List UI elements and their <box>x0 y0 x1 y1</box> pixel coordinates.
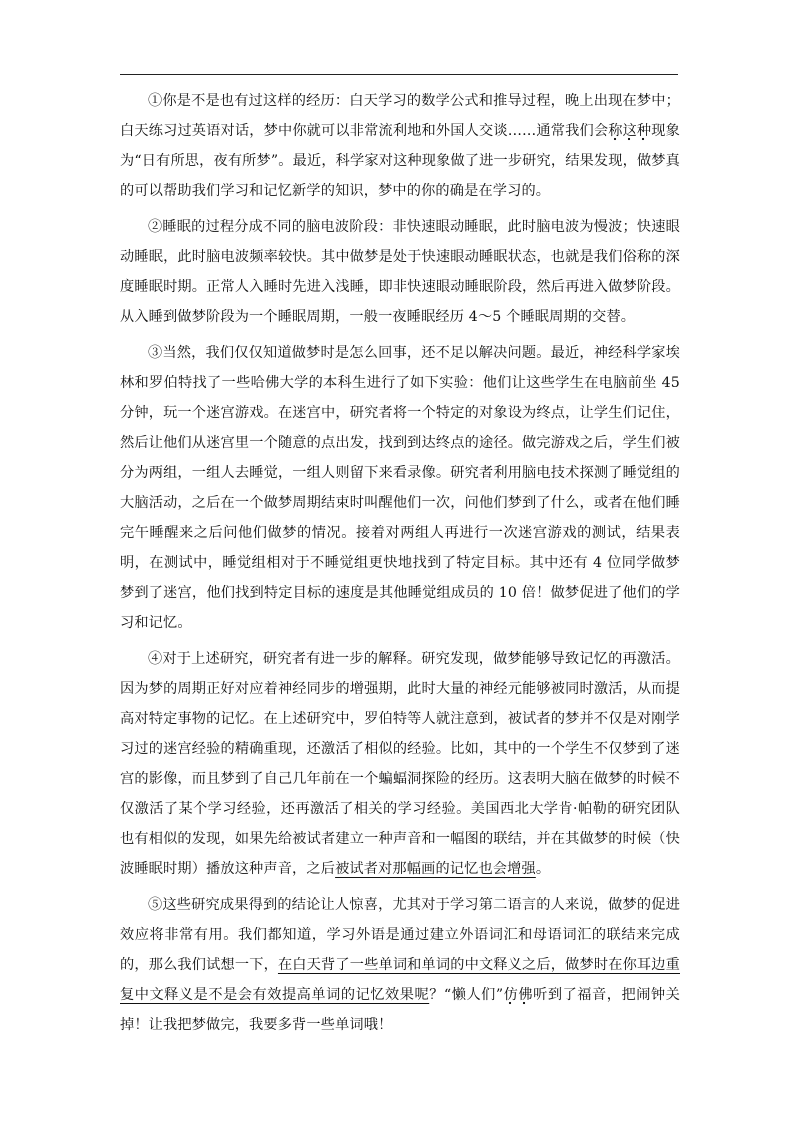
underlined-sentence: 被试者对那幅画的记忆也会增强 <box>335 861 536 877</box>
text-segment: ③当然，我们仅仅知道做梦时是怎么回事，还不足以解决问题。最近，神经科学家埃林和罗伯特找了一些哈佛大学的本科生进行了如下实验：他们让这些学生在电脑前坐 45 分钟，玩一个迷宫游戏。在迷宫中，研究者将一个特定的对象设为终点，让学生们记住，然后让他们从迷宫里一个随意的点出发，找到到达终点的途径。做完游戏之后，学生们被分为两组，一组人去睡觉，一组人则留下来看录像。研究者利用脑电技术探测了睡觉组的大脑活动，之后在一个做梦周期结束时叫醒他们一次，问他们梦到了什么，或者在他们睡完午睡醒来之后问他们做梦的情况。接着对两组人再进行一次迷宫游戏的测试，结果表明，在测试中，睡觉组相对于不睡觉组更快地找到了特定目标。其中还有 4 位同学做梦梦到了迷宫，他们找到特定目标的速度是其他睡觉组成员的 10 倍！做梦促进了他们的学习和记忆。 <box>120 345 680 631</box>
emphasis-dots-text: 称这种 <box>608 123 652 139</box>
underlined-sentence: 在白天背了一些单词和单词的中文释义之后，做梦时在你耳边重复中文释义是不是会有效提高单词的记忆效果呢 <box>120 957 680 1003</box>
text-segment: ①你是不是也有过这样的经历：白天学习的数学公式和推导过程，晚上出现在梦中；白天练习过英语对话，梦中你就可以非常流利地和外国人交谈……通常我们会 <box>120 93 680 139</box>
paragraph-1 <box>120 86 680 206</box>
paragraph-5 <box>120 890 680 1040</box>
text-segment: 。 <box>535 861 551 877</box>
text-segment: ？“懒人们” <box>429 987 504 1003</box>
text-segment: 现象为“日有所思，夜有所梦”。最近，科学家对这种现象做了进一步研究，结果发现，做梦真的可以帮助我们学习和记忆新学的知识，梦中的你的确是在学习的。 <box>120 123 680 199</box>
text-segment: ②睡眠的过程分成不同的脑电波阶段：非快速眼动睡眠，此时脑电波为慢波；快速眼动睡眠，此时脑电波频率较快。其中做梦是处于快速眼动睡眠状态，也就是我们俗称的深度睡眠时期。正常人入睡时先进入浅睡，即非快速眼动睡眠阶段，然后再进入做梦阶段。从入睡到做梦阶段为一个睡眠周期，一般一夜睡眠经历 4～5 个睡眠周期的交替。 <box>120 219 680 325</box>
emphasis-dots-text: 仿佛 <box>503 987 534 1003</box>
paragraph-2 <box>120 212 680 332</box>
paragraph-3 <box>120 338 680 638</box>
text-segment: ④对于上述研究，研究者有进一步的解释。研究发现，做梦能够导致记忆的再激活。因为梦的周期正好对应着神经同步的增强期，此时大量的神经元能够被同时激活，从而提高对特定事物的记忆。在上述研究中，罗伯特等人就注意到，被试者的梦并不仅是对刚学习过的迷宫经验的精确重现，还激活了相似的经验。比如，其中的一个学生不仅梦到了迷宫的影像，而且梦到了自己几年前在一个蝙蝠洞探险的经历。这表明大脑在做梦的时候不仅激活了某个学习经验，还再激活了相关的学习经验。美国西北大学肯·帕勒的研究团队也有相似的发现，如果先给被试者建立一种声音和一幅图的联结，并在其做梦的时候（快波睡眠时期）播放这种声音，之后 <box>120 651 680 877</box>
article-body <box>120 86 680 1046</box>
text-segment: ⑤这些研究成果得到的结论让人惊喜，尤其对于学习第二语言的人来说，做梦的促进效应将非常有用。我们都知道，学习外语是通过建立外语词汇和母语词汇的联结来完成的，那么我们试想一下， <box>120 897 680 973</box>
paragraph-4 <box>120 644 680 884</box>
header-rule <box>120 74 678 75</box>
text-segment: 听到了福音，把闹钟关掉！让我把梦做完，我要多背一些单词哦！ <box>120 987 680 1033</box>
